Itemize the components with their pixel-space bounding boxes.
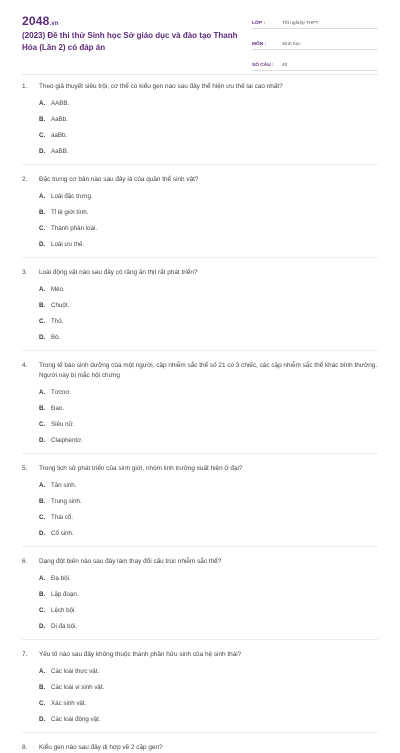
meta-subject-row [252, 33, 378, 50]
option-text: Trung sinh. [51, 498, 82, 505]
question-text-row [22, 82, 378, 92]
option-letter: A. [39, 482, 46, 489]
option-text: Thỏ. [51, 318, 64, 325]
option-letter: B. [39, 209, 46, 216]
option-text: Mèo. [51, 286, 65, 293]
question-number: 7. [22, 651, 28, 658]
answer-options [22, 668, 378, 732]
question-item [0, 268, 378, 350]
option-letter: B. [39, 405, 46, 412]
answer-options [22, 482, 378, 546]
option-letter: A. [39, 193, 46, 200]
question-list [0, 82, 400, 753]
option-letter: A. [39, 286, 46, 293]
answer-option[interactable] [39, 591, 211, 607]
answer-option[interactable] [39, 437, 211, 453]
option-text: Claiphentơ. [51, 437, 83, 444]
question-text: Kiểu gen nào sau đây dị hợp về 2 cặp gen? [39, 744, 163, 751]
answer-option[interactable] [39, 132, 211, 148]
option-text: AABB. [51, 100, 70, 107]
option-letter: D. [39, 437, 46, 444]
question-text-row [22, 268, 378, 278]
option-letter: C. [39, 225, 46, 232]
question-separator [22, 350, 378, 351]
question-separator [22, 164, 378, 165]
answer-option[interactable] [39, 334, 211, 350]
option-text: Loài ưu thế. [51, 241, 85, 248]
meta-count-key: SỐ CÂU : [252, 63, 274, 68]
option-text: aaBb. [51, 132, 68, 139]
answer-option[interactable] [39, 318, 211, 334]
answer-options [22, 389, 378, 453]
answer-option[interactable] [39, 514, 211, 530]
question-text: Đặc trưng cơ bản nào sau đây là của quần thể sinh vật? [39, 176, 199, 183]
option-letter: D. [39, 148, 46, 155]
option-letter: B. [39, 498, 46, 505]
question-number: 5. [22, 465, 28, 472]
answer-option[interactable] [39, 148, 211, 164]
meta-class-value: Tốt nghiệp THPT [282, 21, 319, 26]
option-letter: C. [39, 421, 46, 428]
meta-count-row [252, 54, 378, 71]
question-text-row [22, 743, 378, 753]
question-text: Yếu tố nào sau đây không thuộc thành phần hữu sinh của hệ sinh thái? [39, 651, 242, 658]
logo-main: 2048 [22, 14, 50, 28]
answer-option[interactable] [39, 241, 211, 257]
question-text: Trong tế bào sinh dưỡng của một người, cặp nhiễm sắc thể số 21 có 3 chiếc, các cặp nhiễm sắc thể khác bình thường. Người này bị mắc hội chứng [39, 362, 378, 379]
meta-count-value: 40 [282, 63, 288, 68]
answer-option[interactable] [39, 286, 211, 302]
question-text: Loài động vật nào sau đây có răng ăn thịt rất phát triển? [39, 269, 198, 276]
answer-option[interactable] [39, 302, 211, 318]
logo-suffix: .vn [49, 21, 59, 27]
option-letter: C. [39, 607, 46, 614]
answer-options [22, 286, 378, 350]
option-text: Siêu nữ. [51, 421, 75, 428]
question-number: 1. [22, 83, 28, 90]
option-letter: C. [39, 318, 46, 325]
question-text-row [22, 557, 378, 567]
option-text: Các loài động vật. [51, 716, 101, 723]
answer-option[interactable] [39, 700, 211, 716]
question-item [0, 557, 378, 639]
option-text: Đa bội. [51, 575, 71, 582]
option-text: Thái cổ. [51, 514, 74, 521]
option-text: Bò. [51, 334, 61, 341]
meta-class-key: LỚP : [252, 21, 266, 26]
option-text: Đao. [51, 405, 65, 412]
answer-option[interactable] [39, 100, 211, 116]
question-number: 4. [22, 362, 28, 369]
option-letter: D. [39, 716, 46, 723]
question-text-row [22, 175, 378, 185]
option-text: Tơcnơ. [51, 389, 72, 396]
option-text: Thành phần loài. [51, 225, 98, 232]
option-letter: D. [39, 530, 46, 537]
question-item [0, 175, 378, 257]
answer-option[interactable] [39, 209, 211, 225]
question-item [0, 650, 378, 732]
answer-option[interactable] [39, 405, 211, 421]
document-meta [252, 12, 378, 75]
question-text-row [22, 464, 378, 474]
question-separator [22, 453, 378, 454]
option-text: Các loài vi sinh vật. [51, 684, 105, 691]
option-text: Tân sinh. [51, 482, 77, 489]
option-text: AaBB. [51, 148, 69, 155]
option-letter: A. [39, 668, 46, 675]
meta-subject-key: MÔN : [252, 42, 267, 47]
meta-class-row [252, 12, 378, 29]
option-letter: B. [39, 684, 46, 691]
question-item [0, 82, 378, 164]
option-letter: D. [39, 623, 46, 630]
question-separator [22, 639, 378, 640]
question-text: Theo giả thuyết siêu trội, cơ thể có kiểu gen nào sau đây thể hiện ưu thế lai cao nhất? [39, 83, 283, 90]
option-text: Tỉ lệ giới tính. [51, 209, 89, 216]
question-separator [22, 732, 378, 733]
option-text: Chuột. [51, 302, 70, 309]
answer-option[interactable] [39, 193, 211, 209]
question-number: 6. [22, 558, 28, 565]
question-separator [22, 257, 378, 258]
option-text: Các loài thực vật. [51, 668, 100, 675]
option-text: Cổ sinh. [51, 530, 74, 537]
option-letter: C. [39, 132, 46, 139]
answer-options [22, 575, 378, 639]
answer-option[interactable] [39, 530, 211, 546]
question-text-row [22, 361, 378, 381]
answer-option[interactable] [39, 684, 211, 700]
option-letter: D. [39, 241, 46, 248]
meta-subject-value: Sinh học [282, 42, 301, 47]
question-item [0, 464, 378, 546]
option-letter: A. [39, 575, 46, 582]
answer-option[interactable] [39, 498, 211, 514]
option-letter: A. [39, 100, 46, 107]
answer-option[interactable] [39, 668, 211, 684]
document-title: (2023) Đề thi thử Sinh học Sở giáo dục và đào tạo Thanh Hóa (Lần 2) có đáp án [22, 31, 238, 52]
option-letter: C. [39, 514, 46, 521]
option-letter: B. [39, 591, 46, 598]
question-number: 8. [22, 744, 28, 751]
question-item [0, 743, 378, 753]
question-item [0, 361, 378, 453]
answer-option[interactable] [39, 623, 211, 639]
option-text: Loài đặc trưng. [51, 193, 93, 200]
option-letter: A. [39, 389, 46, 396]
question-text: Dạng đột biến nào sau đây làm thay đổi cấu trúc nhiễm sắc thể? [39, 558, 222, 565]
header-divider [22, 74, 378, 75]
answer-option[interactable] [39, 607, 211, 623]
question-number: 3. [22, 269, 28, 276]
option-text: Lệch bội. [51, 607, 77, 614]
option-letter: B. [39, 302, 46, 309]
question-text: Trong lịch sử phát triển của sinh giới, nhóm linh trưởng xuất hiện ở đại? [39, 465, 243, 472]
question-text-row [22, 650, 378, 660]
document-header [0, 0, 400, 75]
answer-option[interactable] [39, 482, 211, 498]
option-text: Xác sinh vật. [51, 700, 87, 707]
option-text: AaBb. [51, 116, 68, 123]
option-text: Dị đa bội. [51, 623, 78, 630]
question-separator [22, 546, 378, 547]
answer-option[interactable] [39, 716, 211, 732]
option-letter: C. [39, 700, 46, 707]
site-logo[interactable] [22, 14, 59, 28]
answer-options [22, 100, 378, 164]
answer-option[interactable] [39, 225, 211, 241]
option-letter: B. [39, 116, 46, 123]
answer-option[interactable] [39, 421, 211, 437]
answer-options [22, 193, 378, 257]
option-letter: D. [39, 334, 46, 341]
question-number: 2. [22, 176, 28, 183]
answer-option[interactable] [39, 116, 211, 132]
answer-option[interactable] [39, 389, 211, 405]
option-text: Lặp đoạn. [51, 591, 79, 598]
answer-option[interactable] [39, 575, 211, 591]
